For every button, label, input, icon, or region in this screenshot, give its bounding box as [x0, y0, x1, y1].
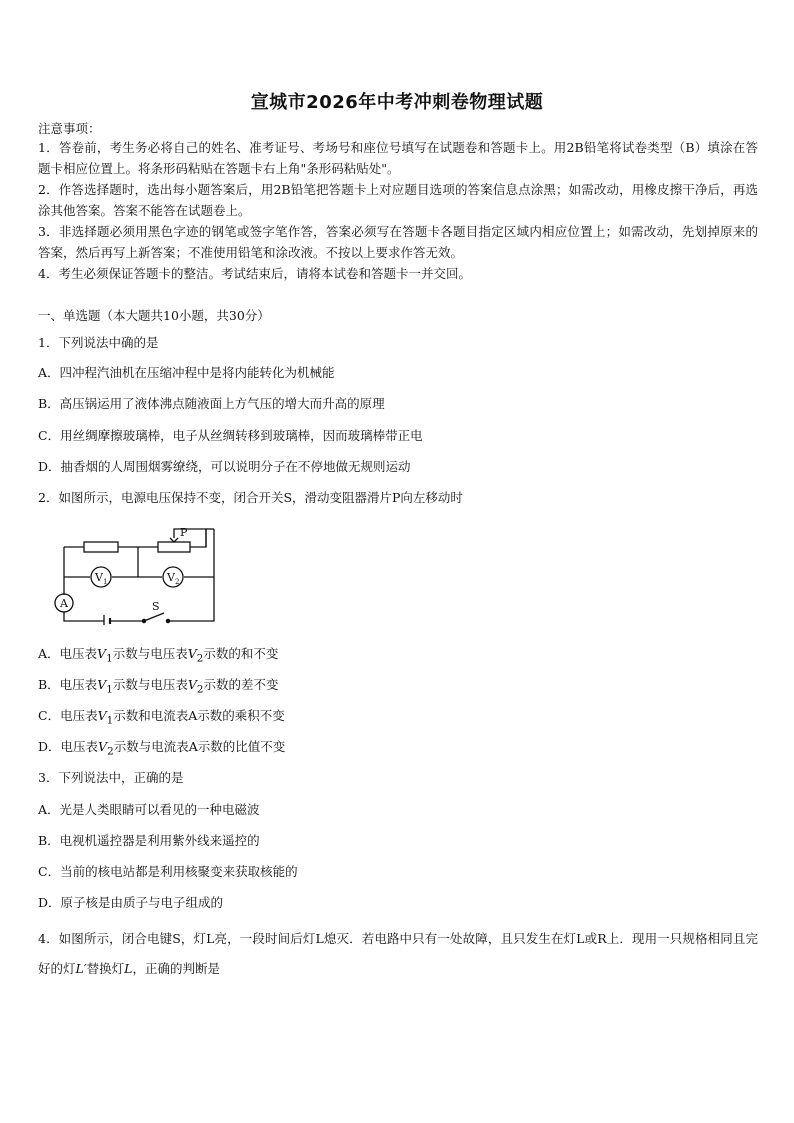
notice-item-3: 3．非选择题必须用黑色字迹的钢笔或签字笔作答，答案必须写在答题卡各题目指定区域内相应位置上；如需改动，先划掉原来的答案，然后再写上新答案；不准使用铅笔和涂改液。不按以上要求作答无效。	[38, 224, 758, 260]
q1-option-b: B．高压锅运用了液体沸点随液面上方气压的增大而升高的原理	[38, 396, 385, 411]
resistor-r	[84, 542, 118, 552]
switch-blade	[144, 613, 164, 621]
rheostat	[158, 542, 190, 552]
slider-label: P	[180, 526, 188, 539]
notice-heading: 注意事项：	[38, 121, 101, 136]
q1-stem: 1．下列说法中确的是	[38, 335, 159, 350]
q3-option-d: D．原子核是由质子与电子组成的	[38, 895, 224, 910]
wire-right	[174, 529, 214, 621]
q2-option-d: D．电压表$V_2$示数与电流表A示数的比值不变	[38, 739, 286, 758]
q1-option-d: D．抽香烟的人周围烟雾缭绕，可以说明分子在不停地做无规则运动	[38, 459, 411, 474]
q2-stem: 2．如图所示，电源电压保持不变，闭合开关S，滑动变阻器滑片P向左移动时	[38, 490, 463, 505]
ammeter-label: A	[60, 597, 68, 610]
notice-item-1: 1．答卷前，考生务必将自己的姓名、准考证号、考场号和座位号填写在试题卷和答题卡上。用2B铅笔将试卷类型（B）填涂在答题卡相应位置上。将条形码粘贴在答题卡右上角"条形码粘贴处"。	[38, 140, 758, 176]
page-title: 宣城市2026年中考冲刺卷物理试题	[250, 92, 544, 113]
v1-label: V	[95, 571, 103, 584]
notice-item-2: 2．作答选择题时，选出每小题答案后，用2B铅笔把答题卡上对应题目选项的答案信息点涂黑；如需改动，用橡皮擦干净后，再选涂其他答案。答案不能答在试题卷上。	[38, 182, 758, 218]
q2-circuit-diagram	[46, 525, 221, 625]
switch-label: S	[152, 600, 160, 613]
q3-stem: 3．下列说法中，正确的是	[38, 770, 184, 785]
q2-option-a: A．电压表$V_1$示数与电压表$V_2$示数的和不变	[38, 646, 279, 665]
q3-option-b: B．电视机遥控器是利用紫外线来遥控的	[38, 833, 260, 848]
v2-sub: 2	[175, 578, 180, 586]
q1-option-c: C．用丝绸摩擦玻璃棒，电子从丝绸转移到玻璃棒，因而玻璃棒带正电	[38, 428, 423, 443]
q3-option-a: A．光是人类眼睛可以看见的一种电磁波	[38, 802, 260, 817]
q3-option-c: C．当前的核电站都是利用核聚变来获取核能的	[38, 864, 298, 879]
notice-item-4: 4．考生必须保证答题卡的整洁。考试结束后，请将本试卷和答题卡一并交回。	[38, 266, 471, 281]
q1-option-a: A．四冲程汽油机在压缩冲程中是将内能转化为机械能	[38, 365, 335, 380]
section-heading: 一、单选题（本大题共10小题，共30分）	[38, 308, 270, 323]
q4-stem: 4．如图所示，闭合电键S，灯L亮，一段时间后灯L熄灭．若电路中只有一处故障，且只发生在灯L或R上．现用一只规格相同且完好的灯L′替换灯L，正确的判断是	[38, 931, 758, 976]
v2-label: V	[167, 571, 175, 584]
v1-sub: 1	[103, 578, 108, 586]
q2-option-c: C．电压表$V_1$示数和电流表A示数的乘积不变	[38, 708, 285, 727]
q2-option-b: B．电压表$V_1$示数与电压表$V_2$示数的差不变	[38, 677, 279, 696]
